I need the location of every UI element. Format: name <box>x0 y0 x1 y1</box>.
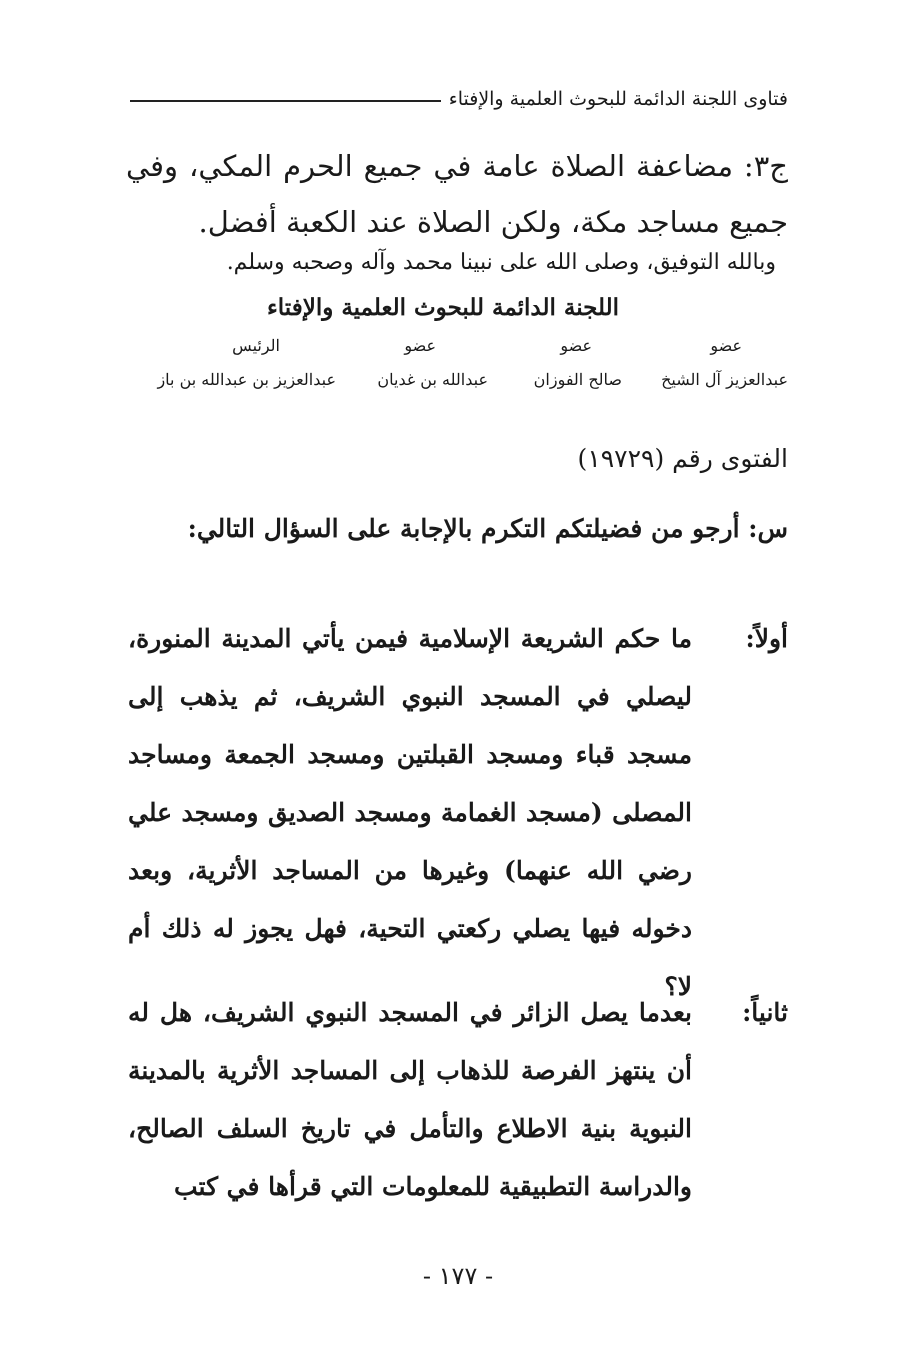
question-paragraph: س: أرجو من فضيلتكم التكرم بالإجابة على السؤال التالي: <box>187 514 788 543</box>
item-text: بعدما يصل الزائر في المسجد النبوي الشريف، هل له أن ينتهز الفرصة للذهاب إلى المساجد الأثرية بالمدينة النبوية بنية الاطلاع والتأمل في تاريخ السلف الصالح، والدراسة التطبيقية للمعلومات التي قرأها في كتب <box>128 998 692 1201</box>
item-text: ما حكم الشريعة الإسلامية فيمن يأتي المدينة المنورة، ليصلي في المسجد النبوي الشريف، ثم يذهب إلى مسجد قباء ومسجد القبلتين ومسجد الجمعة ومساجد المصلى (مسجد الغمامة ومسجد الصديق ومسجد علي رضي الله عنهما) وغيرها من المساجد الأثرية، وبعد دخوله فيها يصلي ركعتي التحية، فهل يجوز له ذلك أم لا؟ <box>128 624 692 1001</box>
member-role: عضو <box>560 336 592 355</box>
item-label: أولاً: <box>745 624 788 653</box>
header-rule <box>130 100 441 102</box>
question-item-first <box>128 610 788 1016</box>
question-item-second <box>128 984 788 1216</box>
names-row <box>128 370 788 404</box>
roles-row <box>128 336 788 370</box>
committee-members <box>128 336 788 404</box>
member-name: عبدالله بن غديان <box>377 370 488 389</box>
member-role: عضو <box>710 336 742 355</box>
page-number: - ١٧٧ - <box>422 1262 494 1290</box>
item-label: ثانياً: <box>742 998 788 1027</box>
member-role: الرئيس <box>232 336 280 355</box>
running-header <box>130 88 788 110</box>
committee-title: اللجنة الدائمة للبحوث العلمية والإفتاء <box>266 294 620 321</box>
running-title: فتاوى اللجنة الدائمة للبحوث العلمية والإفتاء <box>448 88 788 110</box>
member-name: عبدالعزيز بن عبدالله بن باز <box>157 370 336 389</box>
member-name: صالح الفوزان <box>533 370 622 389</box>
answer-paragraph: ج٣: مضاعفة الصلاة عامة في جميع الحرم المكي، وفي جميع مساجد مكة، ولكن الصلاة عند الكعبة أفضل. <box>126 149 788 239</box>
fatwa-number: الفتوى رقم (١٩٧٢٩) <box>577 444 788 473</box>
member-role: عضو <box>404 336 436 355</box>
closing-line: وبالله التوفيق، وصلى الله على نبينا محمد وآله وصحبه وسلم. <box>226 250 776 275</box>
member-name: عبدالعزيز آل الشيخ <box>661 370 788 389</box>
